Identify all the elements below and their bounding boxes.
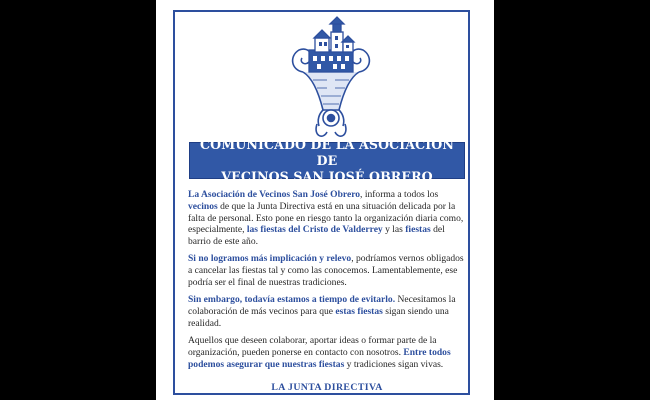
body-text xyxy=(188,189,466,376)
paragraph xyxy=(188,189,466,248)
paragraph-text: Aquellos que deseen colaborar, aportar ideas o formar parte de la organización, pueden ponerse en contacto con nosotros. xyxy=(188,335,437,359)
paragraph-text: y tradiciones sigan vivas. xyxy=(344,358,444,370)
highlighted-text: Sin embargo, todavía estamos a tiempo de evitarlo. xyxy=(188,294,396,306)
paragraph xyxy=(188,253,466,288)
highlighted-text: La Asociación de Vecinos San José Obrero xyxy=(188,189,361,200)
signature: LA JUNTA DIRECTIVA xyxy=(271,382,383,393)
highlighted-text: estas fiestas xyxy=(335,306,383,318)
page-title-line-1: COMUNICADO DE LA ASOCIACIÓN DE xyxy=(200,136,454,168)
paragraph-text: de que la Junta Directiva está en una situación delicada por la falta de personal. Esto pone en riesgo tanto la organización diaria como, especialmente, xyxy=(188,200,464,236)
highlighted-text: Entre todos podemos asegurar que nuestras fiestas xyxy=(188,347,451,370)
document-sheet xyxy=(156,0,494,400)
page-title-line-2: VECINOS SAN JOSÉ OBRERO xyxy=(221,168,433,184)
paragraph-text: Necesitamos la colaboración de más vecinos para que xyxy=(188,294,456,318)
paragraph-text: sigan siendo una realidad. xyxy=(188,306,449,329)
title-band xyxy=(189,136,465,184)
paragraph-text: del barrio de este año. xyxy=(188,224,445,248)
document-border xyxy=(173,10,470,395)
highlighted-text: Si no logramos más implicación y relevo xyxy=(188,253,352,265)
paragraph-text: , podríamos vernos obligados a cancelar las fiestas tal y como las conocemos. Lamentablemente, ese podría ser el final de nuestras tradiciones. xyxy=(188,253,464,289)
highlighted-text: las fiestas del Cristo de Valderrey xyxy=(246,224,383,236)
highlighted-text: vecinos xyxy=(188,200,218,212)
paragraph-text: , informa a todos los xyxy=(360,189,439,200)
paragraph xyxy=(188,335,466,370)
paragraph xyxy=(188,294,466,329)
highlighted-text: fiestas xyxy=(405,224,431,236)
paragraph-text: y las xyxy=(382,224,406,236)
tower-emblem-icon xyxy=(283,14,379,144)
